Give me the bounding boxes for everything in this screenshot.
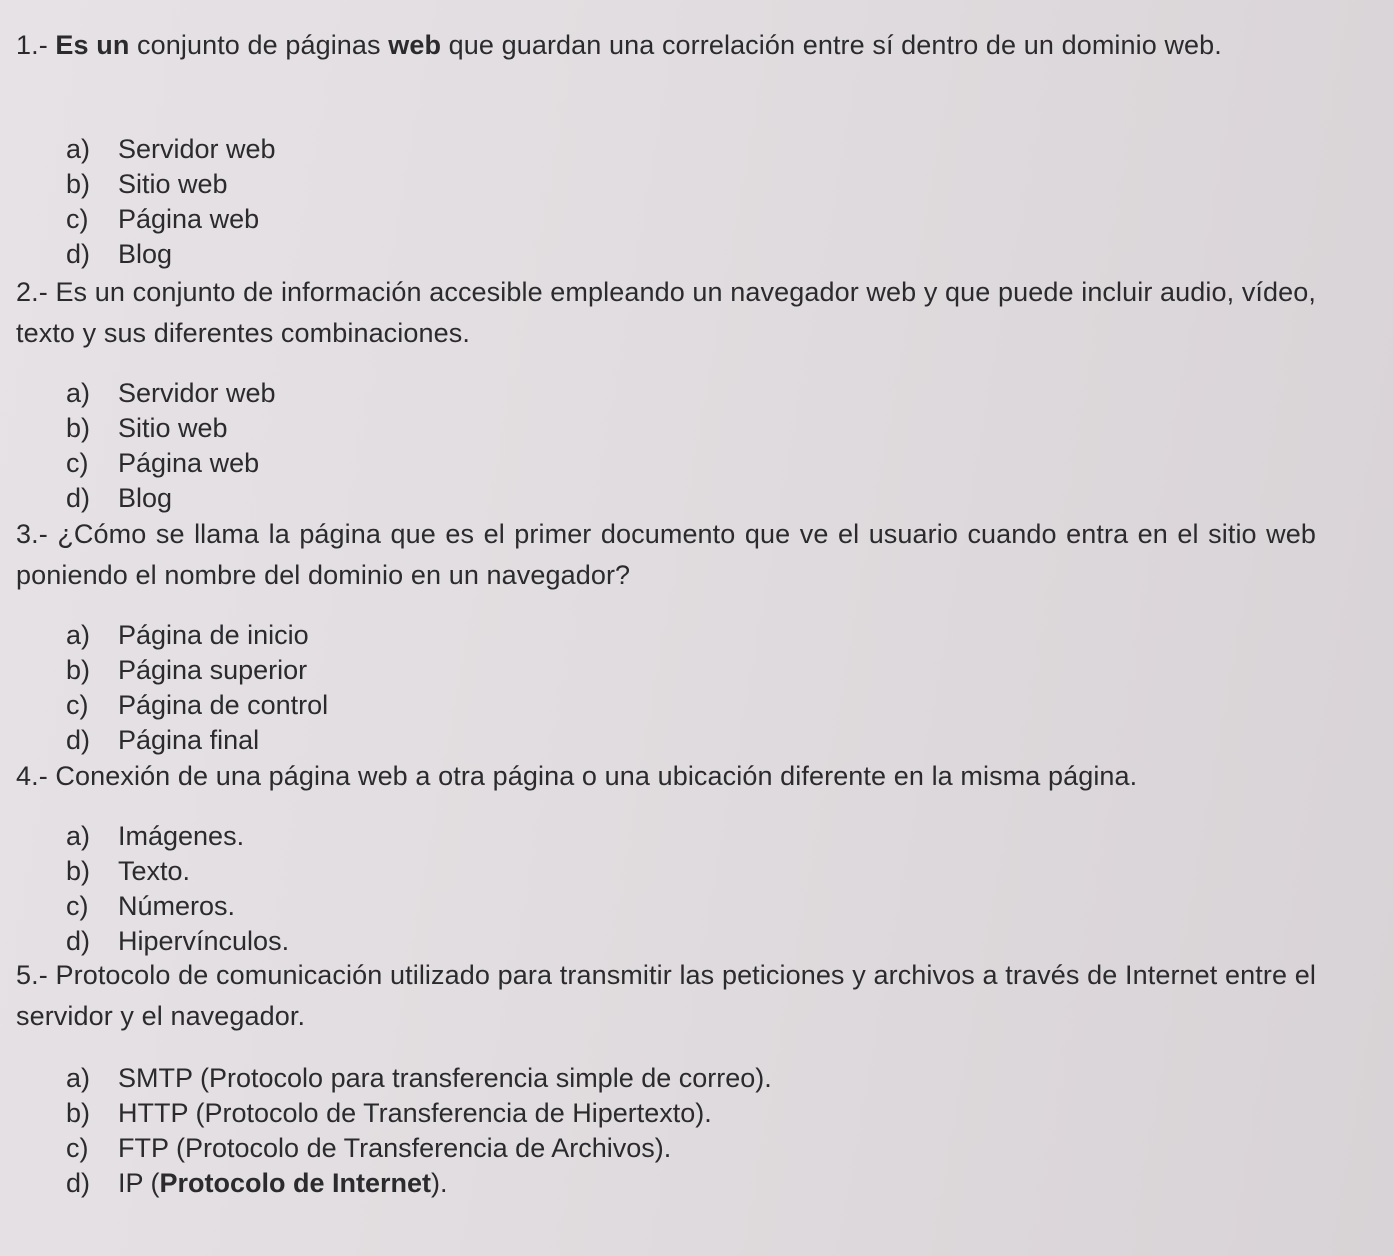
options-list (66, 376, 276, 516)
option-d: d) Página final (66, 725, 260, 755)
option-c: c) Página web (66, 448, 260, 478)
option-b: b) HTTP (Protocolo de Transferencia de Hipertexto). (66, 1098, 712, 1128)
option-d: d) Blog (66, 483, 173, 513)
question-4 (16, 756, 1316, 797)
option-b: b) Texto. (66, 856, 191, 886)
question-3 (16, 514, 1316, 596)
option-a: a) Servidor web (66, 378, 276, 408)
option-c: c) Página de control (66, 690, 329, 720)
question-stem: Conexión de una página web a otra página o una ubicación diferente en la misma página. (55, 761, 1138, 791)
option-b: b) Sitio web (66, 413, 228, 443)
question-number: 3.- (16, 519, 48, 549)
question-number: 1.- (16, 30, 48, 60)
option-d: d) IP ( Protocolo de Internet ). (66, 1168, 448, 1198)
question-1 (16, 25, 1316, 66)
question-stem-bold: Es un (55, 30, 130, 60)
question-5 (16, 955, 1316, 1037)
option-c: c) FTP (Protocolo de Transferencia de Archivos). (66, 1133, 672, 1163)
options-list (66, 618, 328, 758)
question-2 (16, 272, 1316, 354)
option-c: c) Números. (66, 891, 236, 921)
question-stem-bold: web (388, 30, 442, 60)
question-number: 5.- (16, 960, 48, 990)
question-stem: Es un conjunto de información accesible empleando un navegador web y que puede incluir audio, vídeo, texto y sus diferentes combinaciones. (16, 277, 1316, 348)
option-a: a) Servidor web (66, 134, 276, 164)
question-number: 2.- (16, 277, 48, 307)
question-stem: conjunto de páginas (129, 30, 389, 60)
option-b: b) Sitio web (66, 169, 228, 199)
options-list (66, 1061, 772, 1201)
option-a: a) SMTP (Protocolo para transferencia simple de correo). (66, 1063, 772, 1093)
question-stem: Protocolo de comunicación utilizado para transmitir las peticiones y archivos a través de Internet entre el servidor y el navegador. (16, 960, 1316, 1031)
option-a: a) Imágenes. (66, 821, 245, 851)
option-c: c) Página web (66, 204, 260, 234)
options-list (66, 819, 289, 959)
question-number: 4.- (16, 761, 48, 791)
option-b: b) Página superior (66, 655, 308, 685)
option-a: a) Página de inicio (66, 620, 309, 650)
options-list (66, 132, 276, 272)
option-d: d) Hipervínculos. (66, 926, 290, 956)
question-stem: ¿Cómo se llama la página que es el primer documento que ve el usuario cuando entra en el sitio web poniendo el nombre del dominio en un navegador? (16, 519, 1316, 590)
question-stem: que guardan una correlación entre sí dentro de un dominio web. (441, 30, 1222, 60)
option-d: d) Blog (66, 239, 173, 269)
